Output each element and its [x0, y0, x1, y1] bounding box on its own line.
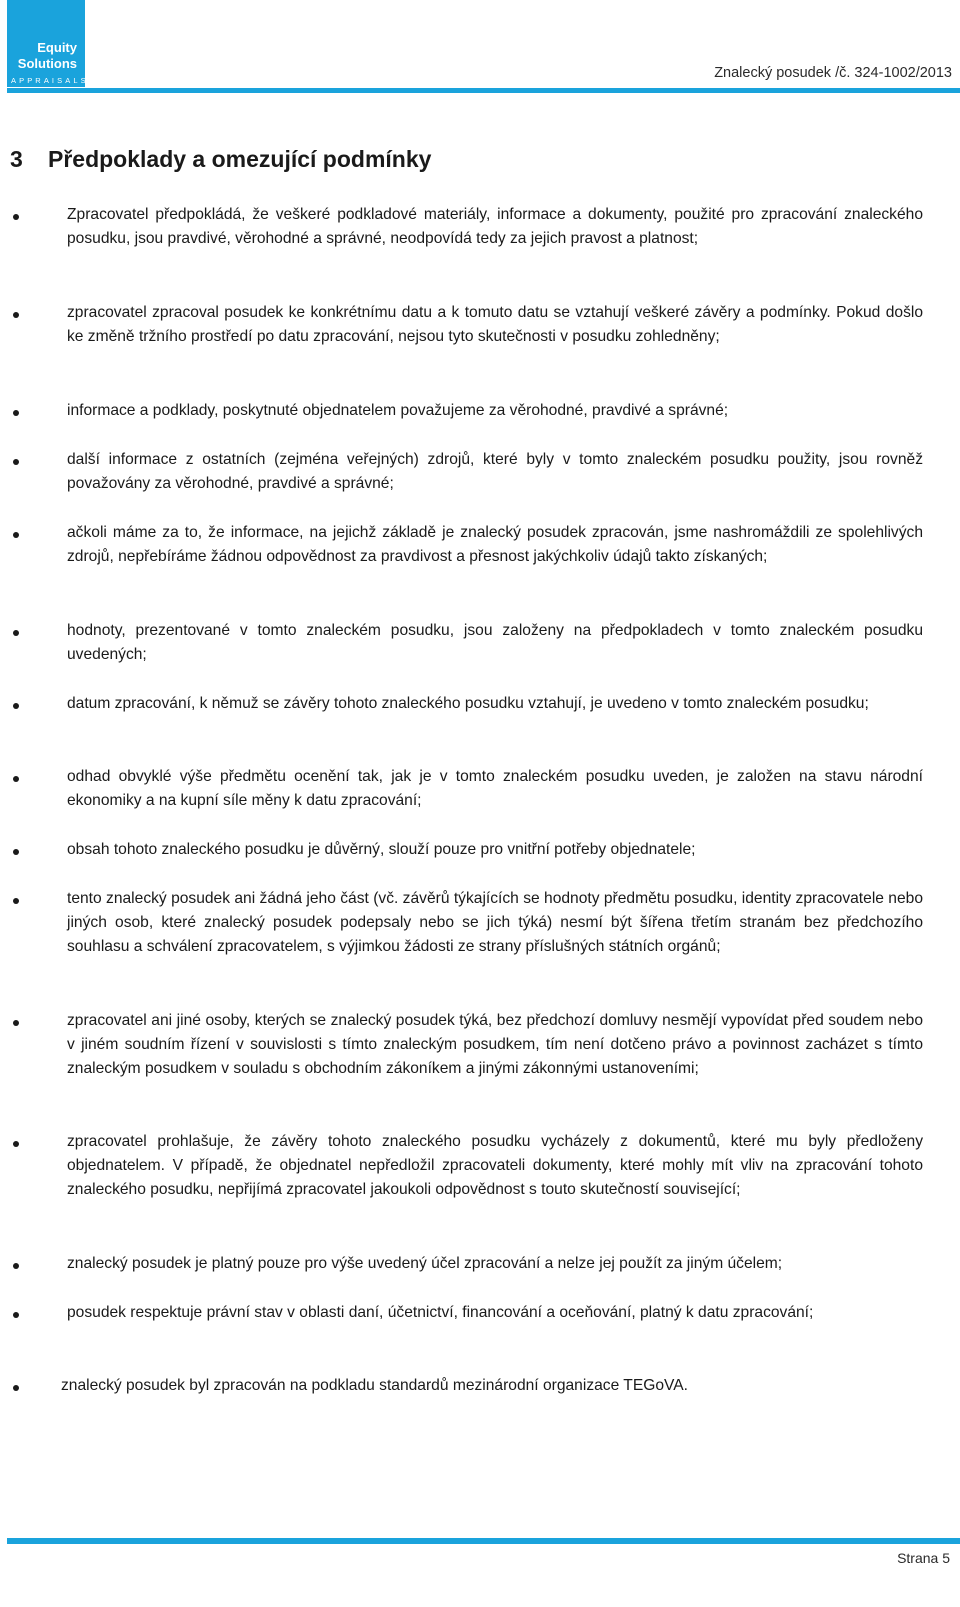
bullet-icon [13, 1385, 19, 1391]
list-item [67, 1130, 923, 1202]
list-item-text: znalecký posudek je platný pouze pro výše uvedený účel zpracování a nelze jej použít za jiným účelem; [67, 1255, 783, 1272]
list-item-text: zpracovatel prohlašuje, že závěry tohoto znaleckého posudku vycházely z dokumentů, které mu byly předloženy objednatelem. V případě, že objednatel nepředložil zpracovateli dokumenty, které mohly mít vliv na zpracování tohoto znaleckého posudku, nepřijímá zpracovatel jakoukoli odpovědnost s touto skutečností související; [67, 1133, 923, 1198]
section-title [10, 146, 431, 173]
company-logo [7, 0, 89, 87]
list-item-text: datum zpracování, k němuž se závěry tohoto znaleckého posudku vztahují, je uvedeno v tomto znaleckém posudku; [67, 695, 869, 712]
list-item-text: ačkoli máme za to, že informace, na jejichž základě je znalecký posudek zpracován, jsme nashromáždili ze spolehlivých zdrojů, nepřebíráme žádnou odpovědnost za pravdivost a přesnost jakýchkoliv údajů takto získaných; [67, 524, 923, 565]
page-number: Strana 5 [897, 1550, 950, 1566]
list-item [67, 887, 923, 959]
list-item [67, 399, 923, 423]
section-number: 3 [10, 146, 23, 172]
logo-line-1: Equity [37, 40, 77, 55]
list-item-text: hodnoty, prezentované v tomto znaleckém posudku, jsou založeny na předpokladech v tomto znaleckém posudku uvedených; [67, 622, 923, 663]
list-item [67, 1301, 923, 1325]
list-item-text: Zpracovatel předpokládá, že veškeré podkladové materiály, informace a dokumenty, použité pro zpracování znaleckého posudku, jsou pravdivé, věrohodné a správné, neodpovídá tedy za jejich pravost a platnost; [67, 206, 923, 247]
bullet-icon [13, 1020, 19, 1026]
bullet-icon [13, 898, 19, 904]
list-item [67, 301, 923, 349]
bullet-icon [13, 1312, 19, 1318]
bullet-icon [13, 214, 19, 220]
bullet-icon [13, 312, 19, 318]
list-item [67, 765, 923, 813]
list-item [67, 838, 923, 862]
list-item [67, 692, 923, 716]
list-item [67, 521, 923, 569]
bullet-icon [13, 459, 19, 465]
list-item-text: znalecký posudek byl zpracován na podkladu standardů mezinárodní organizace TEGoVA. [61, 1377, 689, 1394]
footer-divider [7, 1538, 960, 1544]
list-item [67, 619, 923, 667]
bullet-icon [13, 410, 19, 416]
list-item-text: zpracovatel ani jiné osoby, kterých se znalecký posudek týká, bez předchozí domluvy nesmějí vypovídat před soudem nebo v jiném soudním řízení v souvislosti s tímto znaleckým posudkem, tím není dotčeno právo a povinnost zacházet s tímto znaleckým posudkem v souladu s obchodním zákoníkem a jinými zákonnými ustanoveními; [67, 1012, 923, 1077]
list-item-text: obsah tohoto znaleckého posudku je důvěrný, slouží pouze pro vnitřní potřeby objednatele; [67, 841, 696, 858]
section-title-text: Předpoklady a omezující podmínky [48, 146, 432, 172]
report-reference: Znalecký posudek /č. 324-1002/2013 [714, 65, 952, 81]
list-item [67, 1009, 923, 1081]
list-item-text: informace a podklady, poskytnuté objednatelem považujeme za věrohodné, pravdivé a správné; [67, 402, 729, 419]
list-item-text: tento znalecký posudek ani žádná jeho část (vč. závěrů týkajících se hodnoty předmětu posudku, identity zpracovatele nebo jiných osob, které znalecký posudek podepsaly nebo se jich týká) nesmí být šířena třetím stranám bez předchozího souhlasu a schválení zpracovatelem, s výjimkou žádosti ze strany příslušných státních orgánů; [67, 890, 923, 955]
list-item-text: odhad obvyklé výše předmětu ocenění tak, jak je v tomto znaleckém posudku uveden, je založen na stavu národní ekonomiky a na kupní síle měny k datu zpracování; [67, 768, 923, 809]
list-item-text: další informace z ostatních (zejména veřejných) zdrojů, které byly v tomto znaleckém posudku použity, jsou rovněž považovány za věrohodné, pravdivé a správné; [67, 451, 923, 492]
bullet-icon [13, 630, 19, 636]
logo-line-2: Solutions [17, 56, 77, 71]
list-item [67, 203, 923, 251]
bullet-icon [13, 849, 19, 855]
bullet-icon [13, 532, 19, 538]
bullet-icon [13, 776, 19, 782]
bullet-icon [13, 703, 19, 709]
list-item [61, 1374, 917, 1398]
list-item [67, 1252, 923, 1276]
header-divider [7, 88, 960, 93]
bullet-icon [13, 1263, 19, 1269]
list-item [67, 448, 923, 496]
list-item-text: zpracovatel zpracoval posudek ke konkrétnímu datu a k tomuto datu se vztahují veškeré závěry a podmínky. Pokud došlo ke změně tržního prostředí po datu zpracování, nejsou tyto skutečnosti v posudku zohledněny; [67, 304, 923, 345]
list-item-text: posudek respektuje právní stav v oblasti daní, účetnictví, financování a oceňování, platný k datu zpracování; [67, 1304, 814, 1321]
bullet-icon [13, 1141, 19, 1147]
logo-line-3: APPRAISALS [11, 76, 89, 85]
